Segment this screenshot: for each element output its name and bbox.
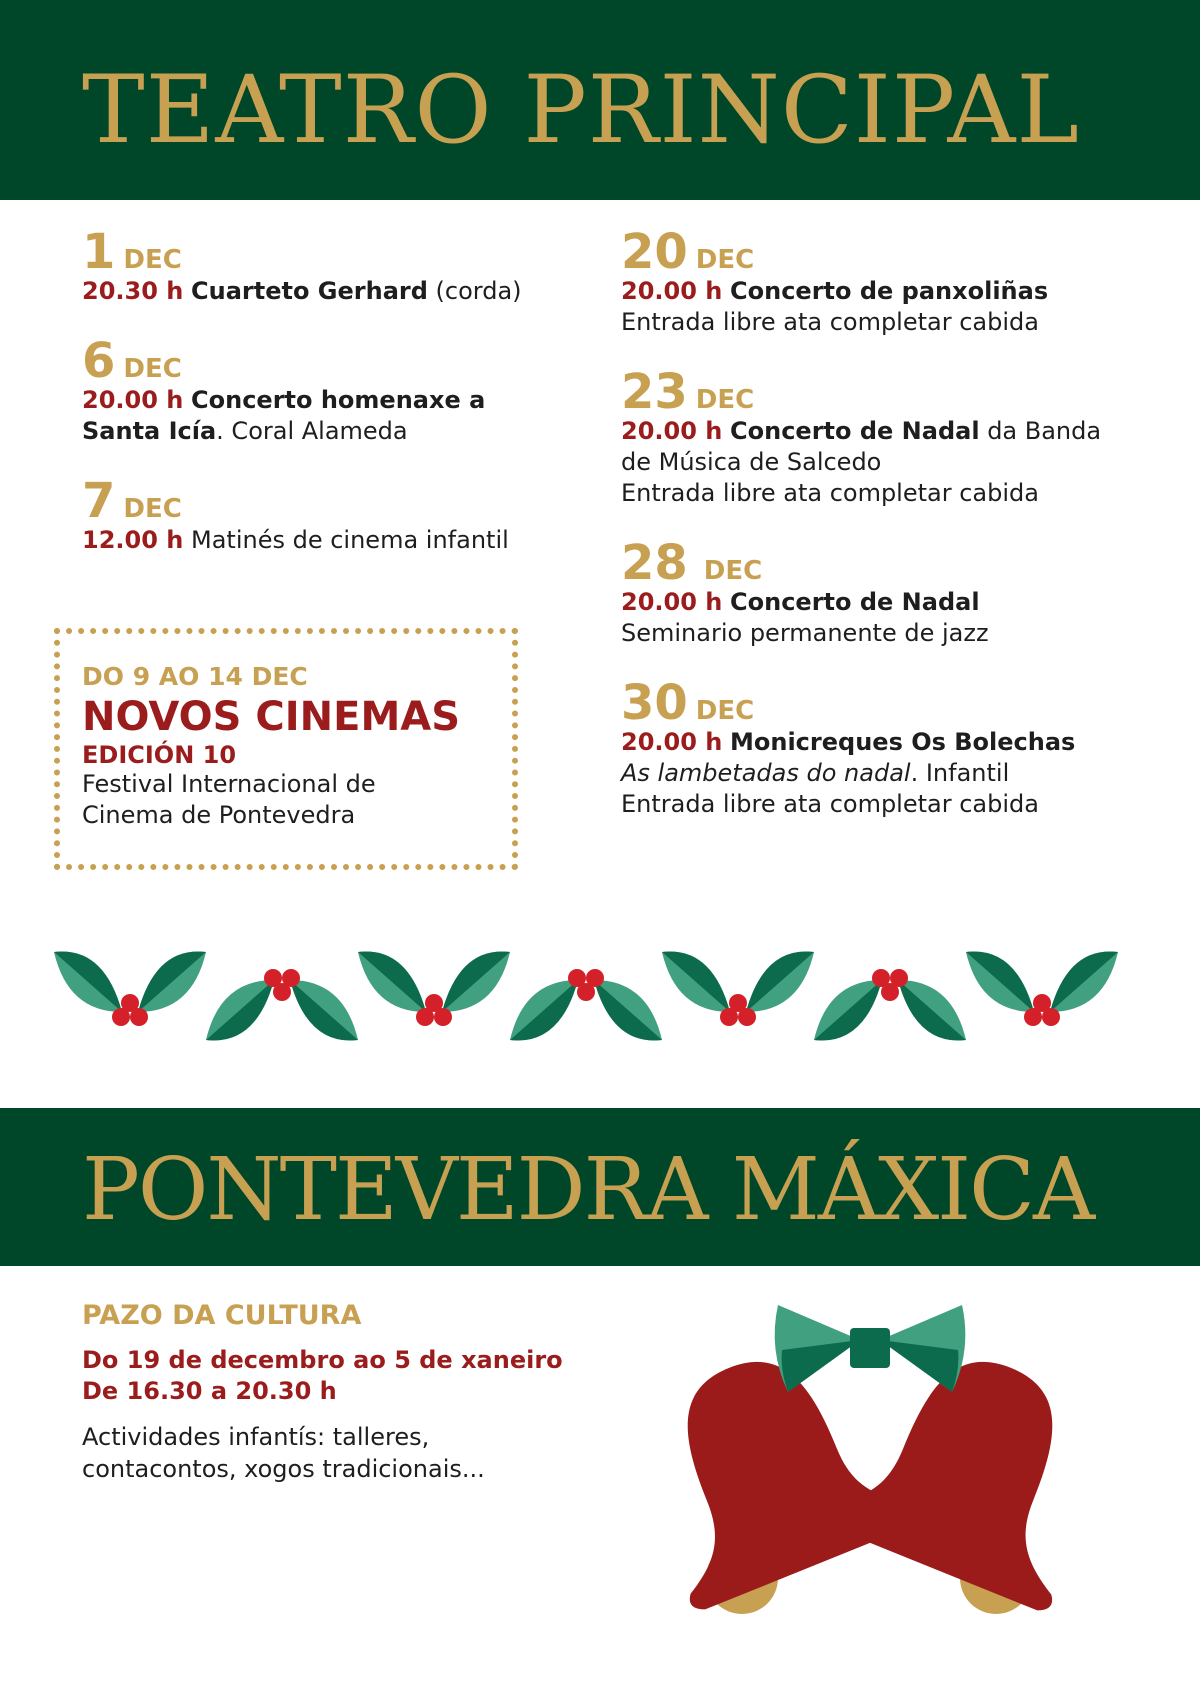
- maxica-activities-1: Actividades infantís: talleres,: [82, 1423, 430, 1451]
- event-time: 20.00 h: [621, 277, 723, 305]
- event-date: 7 DEC: [82, 473, 182, 529]
- event-date: 23 DEC: [621, 364, 755, 420]
- event-note: . Infantil: [910, 759, 1010, 787]
- venue-name: PAZO DA CULTURA: [82, 1300, 362, 1331]
- event-title: Concerto de Nadal: [730, 588, 980, 616]
- event-admission: Entrada libre ata completar cabida: [621, 308, 1039, 336]
- event-note: Matinés de cinema infantil: [191, 526, 509, 554]
- festival-box: [54, 628, 518, 870]
- event-time: 20.00 h: [621, 728, 723, 756]
- event-time: 20.30 h: [82, 277, 184, 305]
- maxica-title: PONTEVEDRA MÁXICA: [82, 1140, 1094, 1240]
- festival-edition: EDICIÓN 10: [82, 741, 237, 769]
- event-dec-7: [82, 473, 552, 556]
- event-title: Concerto de panxoliñas: [730, 277, 1049, 305]
- event-dec-30: [621, 675, 1181, 820]
- event-note: da Banda: [987, 417, 1102, 445]
- event-title: Monicreques Os Bolechas: [730, 728, 1076, 756]
- event-title: Concerto homenaxe a: [191, 386, 486, 414]
- event-performer: de Música de Salcedo: [621, 448, 882, 476]
- event-admission: Entrada libre ata completar cabida: [621, 790, 1039, 818]
- event-note: (corda): [435, 277, 522, 305]
- event-time: 20.00 h: [621, 588, 723, 616]
- teatro-header-band: [0, 0, 1200, 200]
- event-dec-28: [621, 535, 1181, 649]
- festival-dates: DO 9 AO 14 DEC: [82, 662, 308, 691]
- maxica-dates: Do 19 de decembro ao 5 de xaneiro: [82, 1346, 563, 1374]
- teatro-title: TEATRO PRINCIPAL: [82, 56, 1080, 165]
- maxica-header-band: [0, 1108, 1200, 1266]
- event-date: 30 DEC: [621, 675, 755, 731]
- festival-desc-2: Cinema de Pontevedra: [82, 801, 356, 829]
- event-performer: Seminario permanente de jazz: [621, 619, 989, 647]
- event-subtitle: As lambetadas do nadal: [621, 759, 911, 787]
- maxica-activities-2: contacontos, xogos tradicionais...: [82, 1455, 485, 1483]
- maxica-info: [82, 1300, 602, 1485]
- event-time: 20.00 h: [621, 417, 723, 445]
- event-title: Concerto de Nadal: [730, 417, 980, 445]
- holly-garland-icon: [0, 930, 1200, 1050]
- maxica-hours: De 16.30 a 20.30 h: [82, 1377, 337, 1405]
- event-admission: Entrada libre ata completar cabida: [621, 479, 1039, 507]
- event-date: 6 DEC: [82, 333, 182, 389]
- event-title: Cuarteto Gerhard: [191, 277, 428, 305]
- festival-title: NOVOS CINEMAS: [82, 694, 461, 740]
- event-time: 20.00 h: [82, 386, 184, 414]
- event-dec-6: [82, 333, 552, 447]
- event-note: . Coral Alameda: [216, 417, 408, 445]
- event-title-cont: Santa Icía: [82, 417, 217, 445]
- bells-icon: [640, 1300, 1120, 1630]
- event-date: 1 DEC: [82, 224, 182, 280]
- event-time: 12.00 h: [82, 526, 184, 554]
- event-dec-1: [82, 224, 552, 307]
- event-dec-23: [621, 364, 1181, 509]
- event-date: 20 DEC: [621, 224, 755, 280]
- event-dec-20: [621, 224, 1181, 338]
- teatro-left-column: [82, 224, 552, 586]
- festival-desc-1: Festival Internacional de: [82, 770, 376, 798]
- event-date: 28 DEC: [621, 535, 763, 591]
- teatro-right-column: [621, 224, 1181, 850]
